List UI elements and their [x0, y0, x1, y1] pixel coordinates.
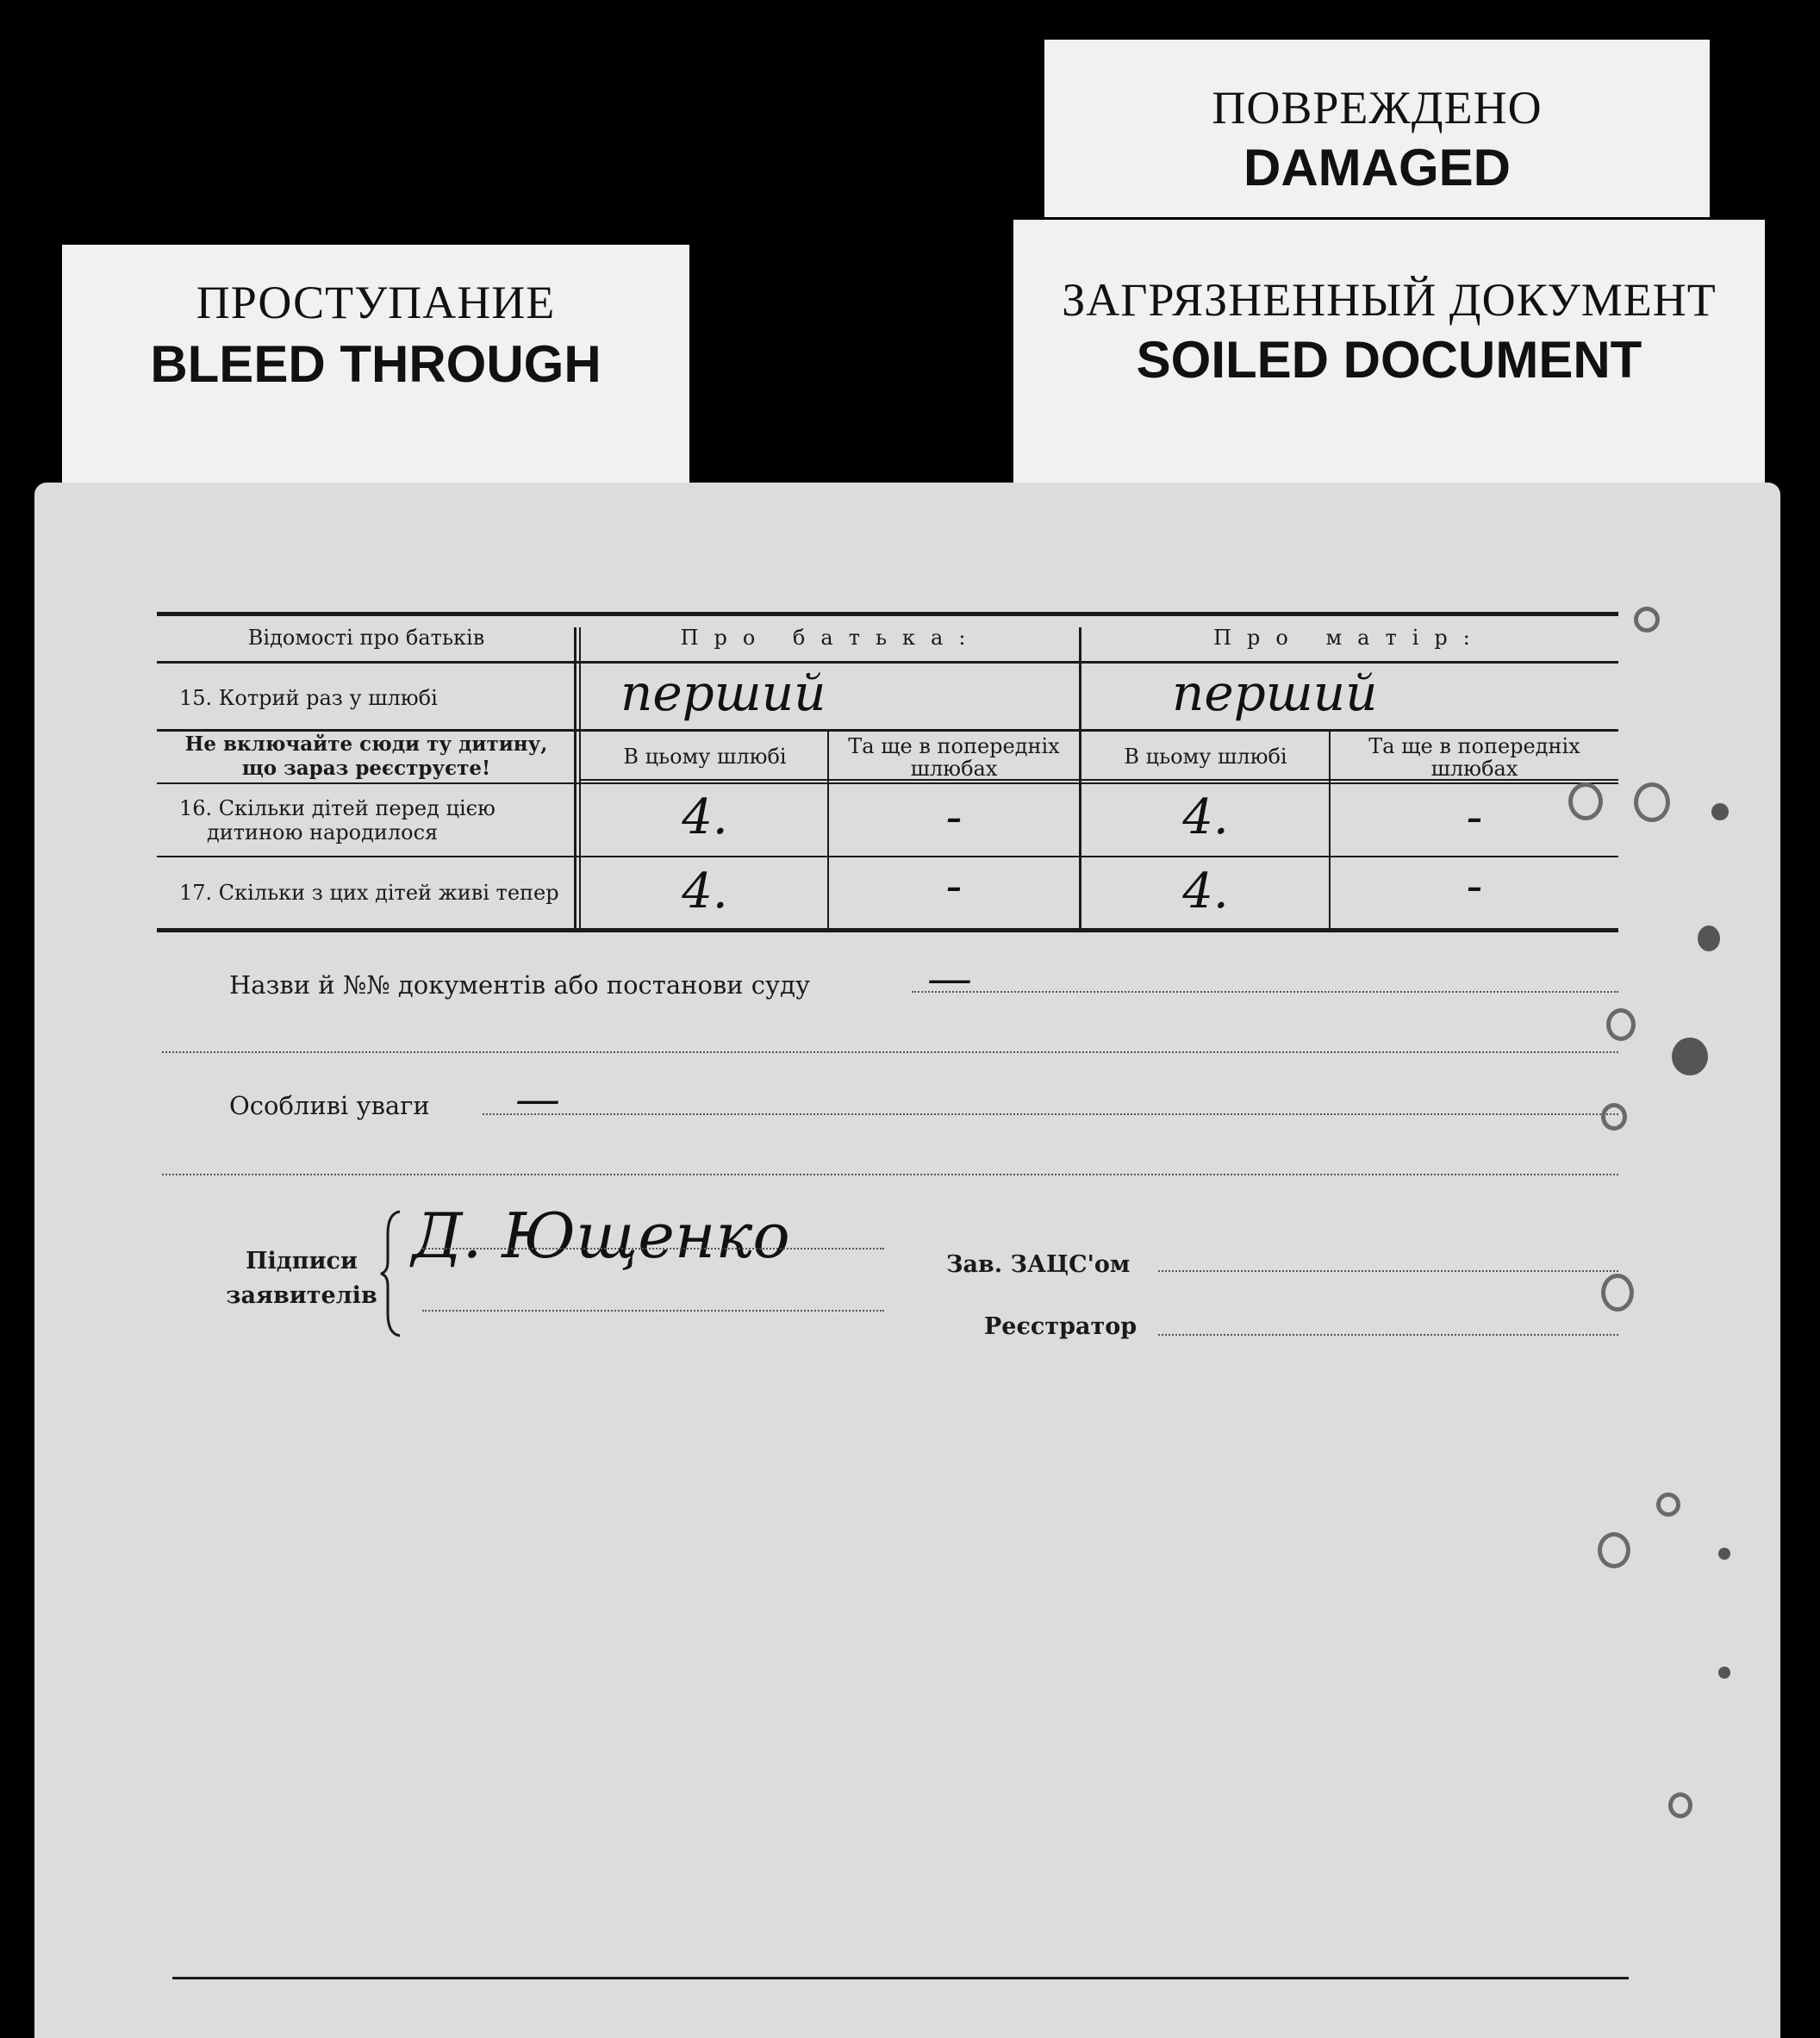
punch-hole	[1634, 607, 1660, 633]
documents-label: Назви й №№ документів або постанови суду	[229, 970, 811, 1000]
row17-mother-prev: -	[1466, 858, 1483, 914]
punch-hole	[1718, 1548, 1730, 1560]
head-line	[1158, 1270, 1618, 1272]
table-bottom-rule	[157, 928, 1618, 932]
punch-hole	[1711, 803, 1729, 820]
subheader-mother-this: В цьому шлюбі	[1124, 745, 1287, 769]
subheader-mother-prev-1: Та ще в попередніх	[1368, 734, 1580, 758]
soiled-document-label-card	[1013, 220, 1765, 513]
remarks-line-1	[483, 1113, 1618, 1115]
signatures-label-2: заявителів	[226, 1282, 377, 1309]
row16-father-prev: -	[945, 789, 963, 845]
subheader-father-prev-1: Та ще в попередніх	[848, 734, 1060, 758]
punch-hole	[1601, 1103, 1627, 1131]
punch-hole	[1634, 782, 1670, 822]
header-col0: Відомості про батьків	[247, 626, 485, 650]
table-row16-rule	[157, 856, 1618, 857]
punch-hole	[1568, 782, 1603, 820]
row16-mother-prev: -	[1466, 789, 1483, 845]
documents-line-1	[912, 991, 1618, 993]
bleed-through-label-ru: ПРОСТУПАНИЕ	[196, 277, 556, 328]
soiled-document-label-ru: ЗАГРЯЗНЕННЫЙ ДОКУМЕНТ	[1062, 274, 1717, 326]
signature-line-1	[422, 1248, 884, 1250]
registrar-label: Реєстратор	[984, 1313, 1138, 1340]
punch-hole	[1656, 1493, 1680, 1517]
row16-label-2: дитиною народилося	[207, 820, 439, 844]
row16-mother-this: 4.	[1182, 789, 1229, 845]
row17-label: 17. Скільки з цих дітей живі тепер	[179, 881, 559, 905]
damaged-label-card	[1044, 40, 1710, 217]
table-col-divider-1b	[579, 627, 581, 931]
punch-hole	[1606, 1008, 1636, 1041]
signatures-brace	[379, 1208, 405, 1337]
damaged-label-ru: ПОВРЕЖДЕНО	[1212, 82, 1543, 134]
punch-hole	[1698, 926, 1720, 951]
subheader-father-this: В цьому шлюбі	[623, 745, 787, 769]
documents-value: —	[927, 953, 972, 1005]
punch-hole	[1668, 1792, 1692, 1818]
table-subheader-bottom-rule	[157, 782, 1618, 784]
applicant-signature: Д. Ющенко	[412, 1200, 790, 1272]
row15-father-value: перший	[620, 664, 826, 722]
table-col-divider-1	[574, 627, 577, 931]
bleed-through-label-en: BLEED THROUGH	[150, 335, 601, 393]
header-father: Про батька:	[680, 626, 982, 650]
table-top-rule	[157, 612, 1618, 616]
table-row15-rule	[157, 729, 1618, 732]
registration-form-page	[34, 483, 1780, 2038]
row16-father-this: 4.	[682, 789, 728, 845]
documents-line-2	[162, 1051, 1618, 1053]
signature-line-2	[422, 1310, 884, 1312]
punch-hole	[1598, 1532, 1630, 1568]
punch-hole	[1718, 1667, 1730, 1679]
row15-label: 15. Котрий раз у шлюбі	[179, 686, 438, 710]
page-bottom-rule	[172, 1977, 1629, 1979]
row15-mother-value: перший	[1172, 664, 1378, 722]
row16-label-1: 16. Скільки дітей перед цією	[179, 796, 496, 820]
registrar-line	[1158, 1334, 1618, 1336]
header-mother: Про матір:	[1213, 626, 1486, 650]
row17-father-prev: -	[945, 858, 963, 914]
damaged-label-en: DAMAGED	[1243, 139, 1511, 196]
remarks-value: —	[515, 1074, 560, 1125]
subheader-note-2: що зараз реєструєте!	[241, 757, 491, 780]
signatures-label-1: Підписи	[245, 1248, 358, 1275]
subheader-note-1: Не включайте сюди ту дитину,	[184, 732, 548, 756]
row17-father-this: 4.	[682, 863, 728, 919]
punch-hole	[1672, 1038, 1708, 1075]
soiled-document-label-en: SOILED DOCUMENT	[1136, 331, 1642, 389]
table-header-rule	[157, 661, 1618, 664]
table-col-divider-2	[1079, 627, 1081, 931]
subheader-mother-prev-2: шлюбах	[1430, 757, 1518, 781]
punch-hole	[1601, 1274, 1634, 1312]
row17-mother-this: 4.	[1182, 863, 1229, 919]
subheader-father-prev-2: шлюбах	[910, 757, 998, 781]
head-label: Зав. ЗАЦС'ом	[946, 1251, 1131, 1278]
bleed-through-label-card	[62, 245, 689, 503]
remarks-line-2	[162, 1174, 1618, 1175]
remarks-label: Особливі уваги	[229, 1091, 430, 1120]
